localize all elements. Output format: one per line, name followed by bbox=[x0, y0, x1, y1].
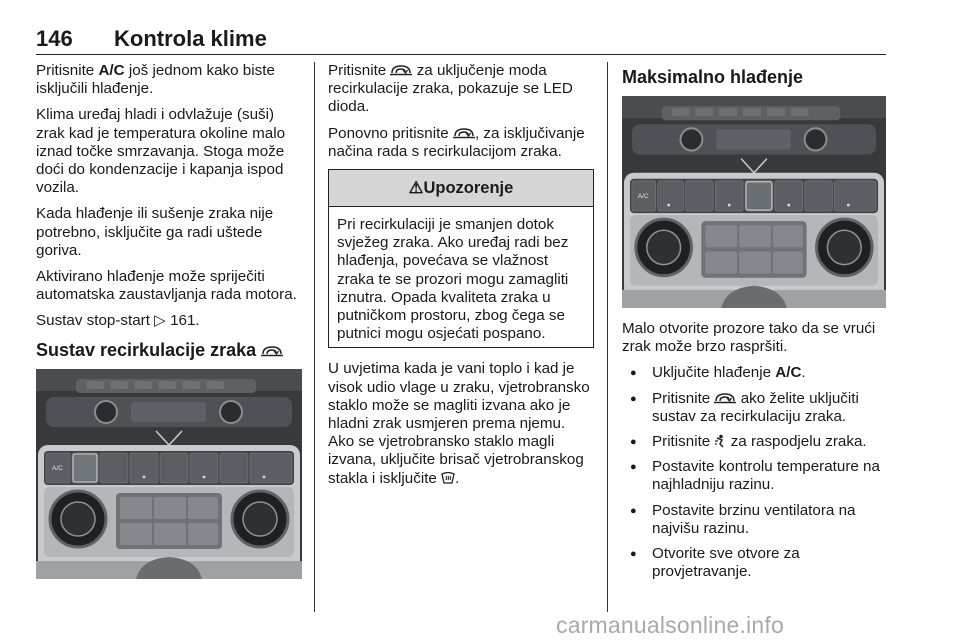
warning-box bbox=[328, 169, 594, 348]
list-item: ● Postavite kontrolu temperature na najhladniju razinu. bbox=[622, 458, 886, 494]
paragraph: Pritisnite A/C još jednom kako biste isključili hlađenje. bbox=[36, 62, 275, 98]
column-divider bbox=[607, 62, 608, 612]
paragraph: Pritisnite za uključenje moda recirkulacije zraka, pokazuje se LED dioda. bbox=[328, 62, 573, 116]
recirculation-icon bbox=[453, 127, 475, 139]
windscreen-defrost-icon bbox=[441, 471, 455, 484]
list-item: ● Postavite brzinu ventilatora na najvišu razinu. bbox=[622, 502, 886, 538]
ac-label: A/C bbox=[52, 464, 63, 472]
recirculation-icon bbox=[261, 345, 283, 357]
climate-panel-image bbox=[36, 369, 302, 579]
recirculation-icon bbox=[390, 64, 412, 76]
list-item: ● Pritisnite ako želite uključiti sustav za recirkulaciju zraka. bbox=[622, 390, 886, 426]
paragraph: Kada hlađenje ili sušenje zraka nije potrebno, isključite ga radi uštede goriva. bbox=[36, 205, 274, 259]
air-distribution-icon bbox=[714, 434, 726, 448]
paragraph: Ponovno pritisnite , za isključivanje načina rada s recirkulacijom zraka. bbox=[328, 124, 585, 160]
ac-label: A/C bbox=[637, 192, 649, 200]
column-divider bbox=[314, 62, 315, 612]
page-number: 146 bbox=[36, 26, 73, 51]
paragraph: Malo otvorite prozore tako da se vrući zrak može brzo raspršiti. bbox=[622, 320, 876, 356]
paragraph: Klima uređaj hladi i odvlažuje (suši) zrak kad je temperatura okoline malo iznad točke smrzavanja. Stoga može doći do kondenzacije i kapanja ispod vozila. bbox=[36, 106, 286, 197]
climate-panel-image bbox=[622, 96, 886, 308]
column-middle bbox=[328, 62, 594, 496]
column-left bbox=[36, 62, 304, 579]
recirculation-icon bbox=[714, 392, 736, 404]
watermark: carmanualsonline.info bbox=[556, 612, 784, 638]
list-item: ● Pritisnite za raspodjelu zraka. bbox=[622, 433, 886, 451]
paragraph: Aktivirano hlađenje može spriječiti automatska zaustavljanja rada motora. bbox=[36, 268, 297, 304]
list-item: ● Otvorite sve otvore za provjetravanje. bbox=[622, 545, 886, 581]
paragraph: Sustav stop-start ▷ 161. bbox=[36, 312, 200, 330]
bullet-list bbox=[622, 364, 886, 581]
warning-triangle-icon: ⚠ bbox=[408, 179, 424, 198]
page-ref-link[interactable]: 161. bbox=[170, 312, 200, 330]
warning-header: ⚠Upozorenje bbox=[329, 170, 593, 207]
column-right bbox=[622, 62, 886, 588]
warning-text: Pri recirkulaciji je smanjen dotok svježeg zraka. Ako uređaj radi bez hlađenja, povećava se vlažnost zraka te se prozori mogu zamagliti iznutra. Opada kvaliteta zraka u putničkom prostoru, zbog čega se putnici mogu osjećati pospano. bbox=[337, 216, 569, 343]
list-item: ● Uključite hlađenje A/C. bbox=[622, 364, 886, 382]
paragraph: U uvjetima kada je vani toplo i kad je visok udio vlage u zraku, vjetrobransko staklo može se magliti izvana ako je hladni zrak usmjeren prema njemu. Ako se vjetrobransko staklo magli izvana, uključite brisač vjetrobranskog stakla i isključite . bbox=[328, 360, 590, 487]
page-ref-arrow-icon: ▷ bbox=[154, 312, 166, 330]
page-title: Kontrola klime bbox=[114, 26, 267, 51]
section-heading: Maksimalno hlađenje bbox=[622, 67, 804, 87]
section-heading: Sustav recirkulacije zraka bbox=[36, 339, 304, 361]
page-header bbox=[36, 18, 886, 55]
